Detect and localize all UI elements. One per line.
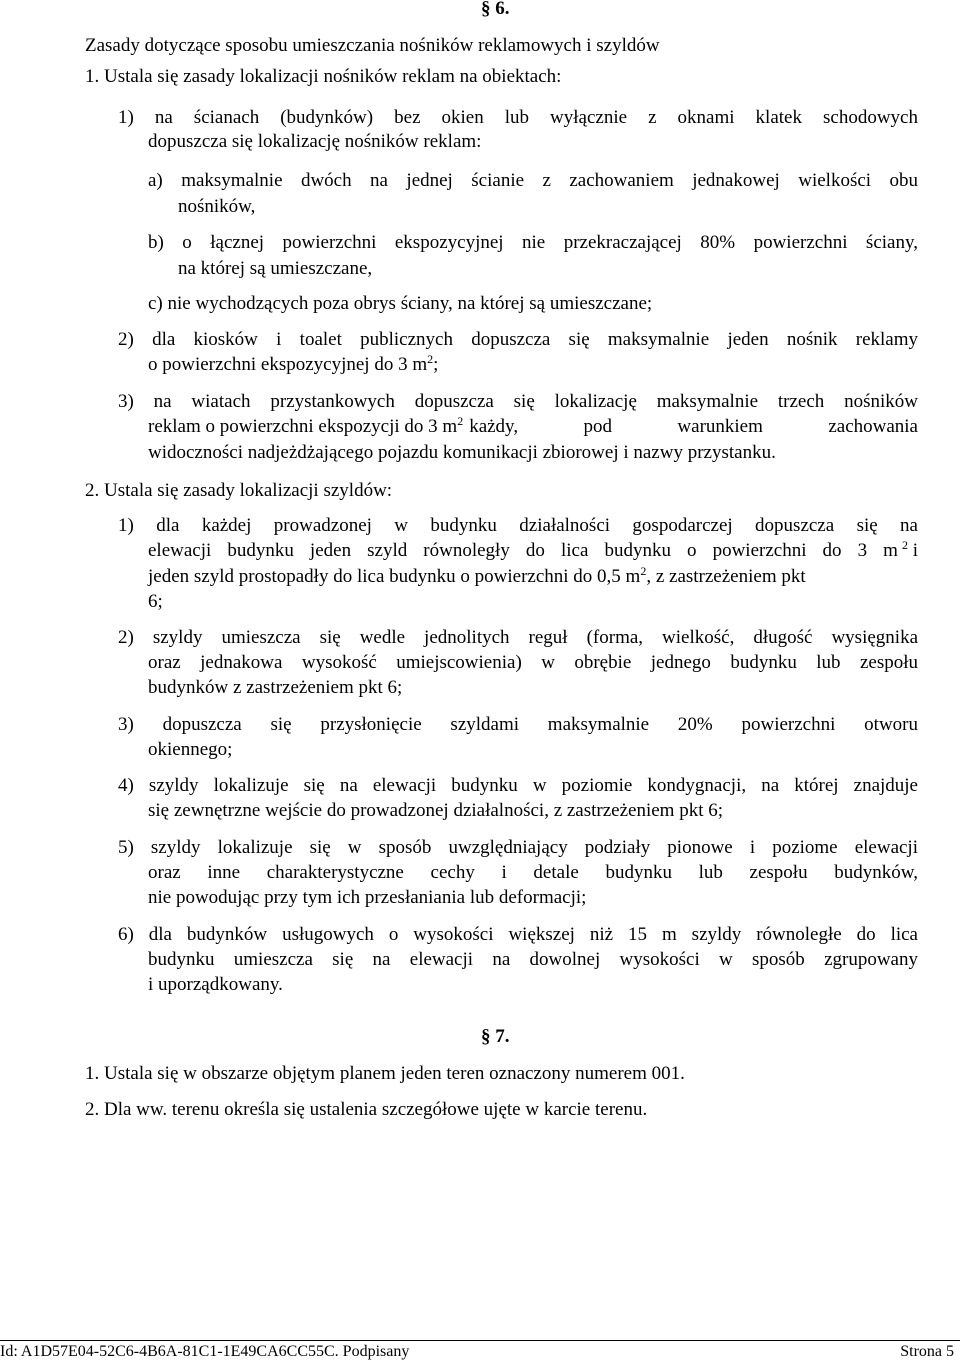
p1-item2-text: o powierzchni ekspozycyjnej do 3 m: [148, 354, 428, 375]
section-7-paragraph-2: 2. Dla ww. terenu określa się ustalenia szczegółowe ujęte w karcie terenu.: [85, 1099, 648, 1120]
p1-item3-line1: 3) na wiatach przystankowych dopuszcza się lokalizację maksymalnie trzech nośników: [118, 391, 918, 412]
p2-item6-line2: budynku umieszcza się na elewacji na dowolnej wysokości w sposób zgrupowany: [148, 949, 918, 970]
p1-item1-line2: dopuszcza się lokalizację nośników reklam:: [148, 131, 482, 152]
p1-item2-line1: 2) dla kiosków i toalet publicznych dopuszcza się maksymalnie jeden nośnik reklamy: [118, 329, 918, 350]
footer-rule: [0, 1340, 960, 1341]
p2-item6-line1: 6) dla budynków usługowych o wysokości większej niż 15 m szyldy równoległe do lica: [118, 924, 918, 945]
p2-item1-line4: 6;: [148, 591, 163, 612]
section-6-intro: Zasady dotyczące sposobu umieszczania nośników reklamowych i szyldów: [85, 35, 660, 56]
section-7-heading: § 7.: [481, 1026, 510, 1047]
p1-item3-text-b: każdy, pod warunkiem zachowania: [469, 416, 918, 437]
p1-item1-b-line2: na której są umieszczane,: [178, 258, 373, 279]
p2-item1-line2-left: [148, 538, 898, 563]
paragraph-1-title: 1. Ustala się zasady lokalizacji nośników reklam na obiektach:: [85, 66, 562, 87]
p2-item4-line2: się zewnętrzne wejście do prowadzonej działalności, z zastrzeżeniem pkt 6;: [148, 800, 724, 821]
p2-item3-line2: okiennego;: [148, 739, 233, 760]
p1-item1-line1: 1) na ścianach (budynków) bez okien lub wyłącznie z oknami klatek schodowych: [118, 107, 918, 128]
p2-item1-line1: 1) dla każdej prowadzonej w budynku działalności gospodarczej dopuszcza się na: [118, 515, 918, 536]
p2-item2-line2: oraz jednakowa wysokość umiejscowienia) w obrębie jednego budynku lub zespołu: [148, 652, 918, 673]
p2-item5-line2: oraz inne charakterystyczne cechy i detale budynku lub zespołu budynków,: [148, 862, 918, 883]
p2-item4-line1: 4) szyldy lokalizuje się na elewacji budynku w poziomie kondygnacji, na której znajduje: [118, 775, 918, 796]
p1-item3-line3: widoczności nadjeżdżającego pojazdu komunikacji zbiorowej i nazwy przystanku.: [148, 442, 776, 463]
section-7-paragraph-1: 1. Ustala się w obszarze objętym planem jeden teren oznaczony numerem 001.: [85, 1063, 685, 1084]
p1-item3-line2: [148, 414, 918, 439]
p1-item1-a-line2: nośników,: [178, 196, 256, 217]
p1-item3-line2-left: [148, 414, 463, 439]
p2-item1-line2-right: [898, 538, 918, 563]
p2-item5-line3: nie powodując przy tym ich przesłaniania lub deformacji;: [148, 887, 587, 908]
superscript: 2: [640, 564, 647, 578]
p1-item2-line2: [148, 352, 438, 377]
footer-document-id: Id: A1D57E04-52C6-4B6A-81C1-1E49CA6CC55C. Podpisany: [0, 1343, 410, 1360]
p1-item2-end: ;: [433, 354, 439, 375]
p2-item1-line2: [148, 538, 918, 563]
superscript: 2: [427, 352, 434, 366]
section-6-heading: § 6.: [481, 0, 510, 19]
p2-item2-line1: 2) szyldy umieszcza się wedle jednolitych reguł (forma, wielkość, długość wysięgnika: [118, 627, 918, 648]
p2-item1-text-c: jeden szyld prostopadły do lica budynku o powierzchni do 0,5 m: [148, 566, 641, 587]
superscript: 2: [457, 414, 464, 428]
p2-item3-line1: 3) dopuszcza się przysłonięcie szyldami maksymalnie 20% powierzchni otworu: [118, 714, 918, 735]
p2-item1-line3: [148, 564, 806, 589]
p2-item6-line3: i uporządkowany.: [148, 974, 283, 995]
paragraph-2-title: 2. Ustala się zasady lokalizacji szyldów:: [85, 480, 393, 501]
p2-item2-line3: budynków z zastrzeżeniem pkt 6;: [148, 677, 403, 698]
p2-item1-text-d: , z zastrzeżeniem pkt: [646, 566, 806, 587]
footer-page-number: Strona 5: [900, 1343, 954, 1360]
p1-item1-c-line1: c) nie wychodzących poza obrys ściany, na której są umieszczane;: [148, 293, 653, 314]
p2-item1-text-b: i: [907, 540, 918, 561]
superscript: 2: [901, 538, 908, 552]
p1-item1-a-line1: a) maksymalnie dwóch na jednej ścianie z zachowaniem jednakowej wielkości obu: [148, 170, 918, 191]
p2-item1-text-a: elewacji budynku jeden szyld równoległy do lica budynku o powierzchni do 3 m: [148, 540, 898, 561]
p1-item1-b-line1: b) o łącznej powierzchni ekspozycyjnej nie przekraczającej 80% powierzchni ściany,: [148, 232, 918, 253]
p1-item3-text-a: reklam o powierzchni ekspozycji do 3 m: [148, 416, 458, 437]
p2-item5-line1: 5) szyldy lokalizuje się w sposób uwzględniający podziały pionowe i poziome elewacji: [118, 837, 918, 858]
